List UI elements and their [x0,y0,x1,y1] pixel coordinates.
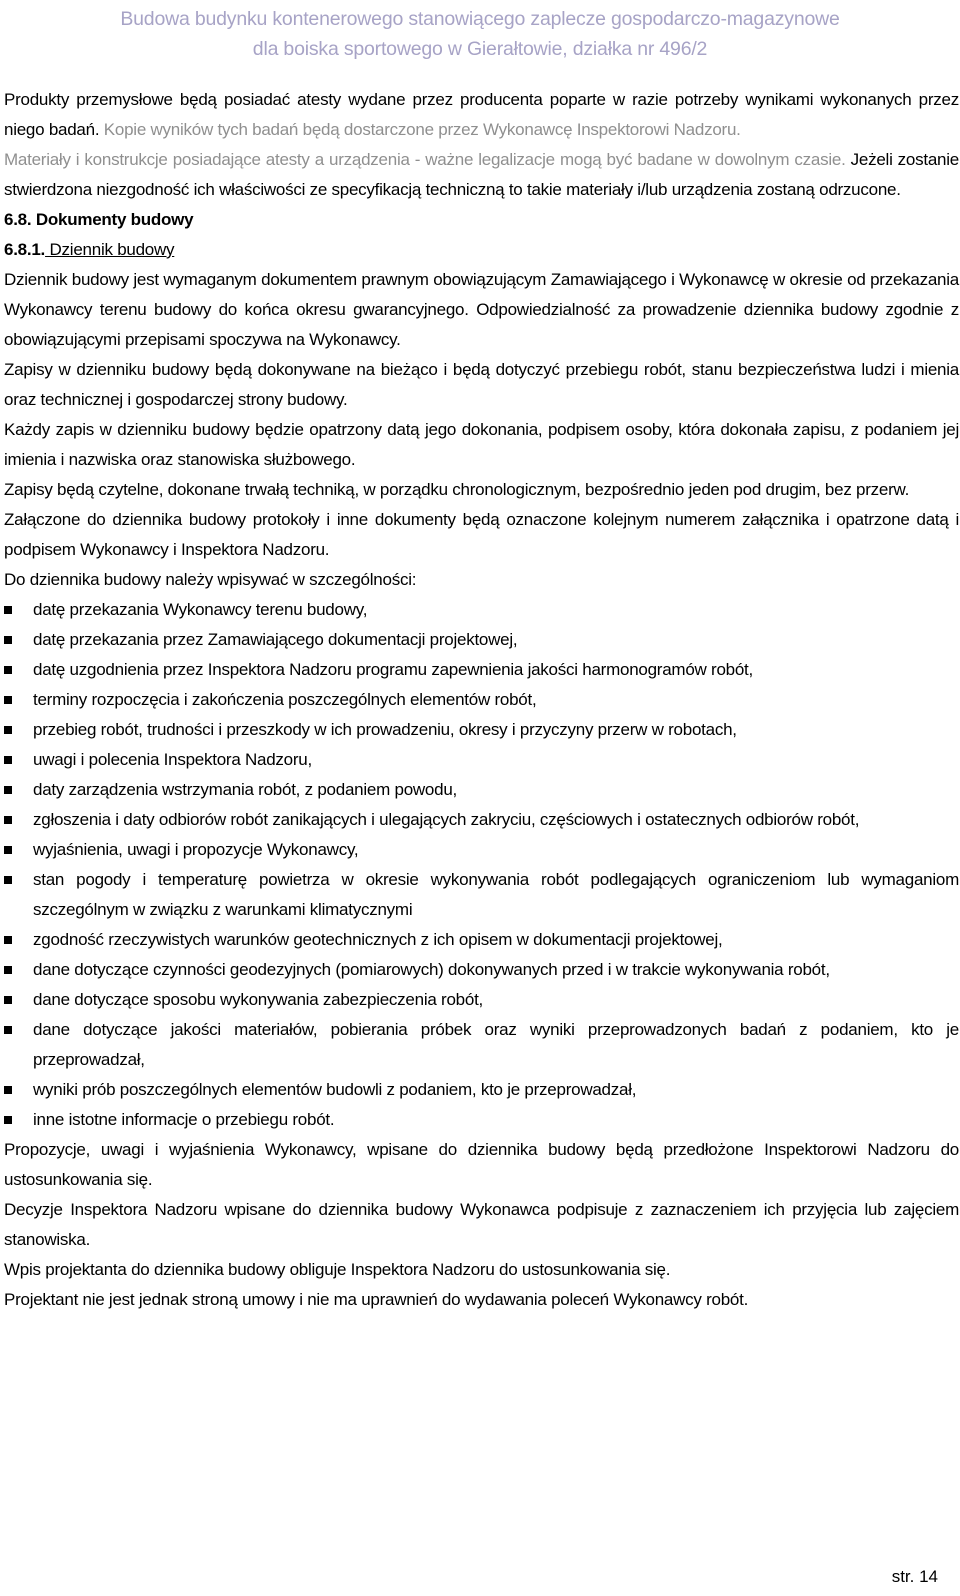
list-item-text: dane dotyczące jakości materiałów, pobierania próbek oraz wyniki przeprowadzonych badań z podaniem, kto je przeprowadzał, [33,1020,959,1069]
square-bullet-icon [4,786,12,794]
list-intro: Do dziennika budowy należy wpisywać w szczególności: [4,570,417,589]
list-item-text: inne istotne informacje o przebiegu robót. [33,1110,335,1129]
page-number: str. 14 [891,1567,938,1586]
square-bullet-icon [4,1116,12,1124]
paragraph: Propozycje, uwagi i wyjaśnienia Wykonawcy, wpisane do dziennika budowy będą przedłożone Inspektorowi Nadzoru do ustosunkowania się. [4,1140,959,1189]
paragraph: Załączone do dziennika budowy protokoły i inne dokumenty będą oznaczone kolejnym numerem załącznika i opatrzone datą i podpisem Wykonawcy i Inspektora Nadzoru. [4,510,959,559]
intro-gray-text: Kopie wyników tych badań będą dostarczone przez Wykonawcę Inspektorowi Nadzoru. [99,120,741,139]
intro-gray-text: Materiały i konstrukcje posiadające atesty a urządzenia - ważne legalizacje mogą być badane w dowolnym czasie. [4,150,846,169]
intro-paragraph-1 [4,85,959,145]
list-item-text: datę uzgodnienia przez Inspektora Nadzoru programu zapewnienia jakości harmonogramów robót, [33,660,754,679]
list-item [4,1015,959,1075]
list-item-text: terminy rozpoczęcia i zakończenia poszczególnych elementów robót, [33,690,537,709]
square-bullet-icon [4,606,12,614]
intro-text: Produkty przemysłowe będą posiadać atesty wydane przez producenta poparte w razie potrzeby wynikami wykonanych przez niego badań. [4,90,959,139]
list-item-text: dane dotyczące sposobu wykonywania zabezpieczenia robót, [33,990,484,1009]
list-item [4,715,959,745]
list-item-text: zgodność rzeczywistych warunków geotechnicznych z ich opisem w dokumentacji projektowej, [33,930,723,949]
list-item [4,1105,959,1135]
list-item [4,625,959,655]
list-item [4,595,959,625]
header-line-2: dla boiska sportowego w Gierałtowie, działka nr 496/2 [252,38,708,60]
list-item-text: dane dotyczące czynności geodezyjnych (pomiarowych) dokonywanych przed i w trakcie wykonywania robót, [33,960,830,979]
list-item [4,835,959,865]
list-item-text: stan pogody i temperaturę powietrza w okresie wykonywania robót podlegających ograniczeniom lub wymaganiom szczególnym w związku z warunkami klimatycznymi [33,870,959,919]
list-item [4,865,959,925]
list-item [4,925,959,955]
paragraph: Wpis projektanta do dziennika budowy obliguje Inspektora Nadzoru do ustosunkowania się. [4,1260,671,1279]
square-bullet-icon [4,726,12,734]
paragraph: Dziennik budowy jest wymaganym dokumentem prawnym obowiązującym Zamawiającego i Wykonawcę w okresie od przekazania Wykonawcy terenu budowy do końca okresu gwarancyjnego. Odpowiedzialność za prowadzenie dziennika budowy zgodnie z obowiązującymi przepisami spoczywa na Wykonawcy. [4,270,959,349]
subsection-title: Dziennik budowy [45,240,175,259]
list-item [4,745,959,775]
square-bullet-icon [4,846,12,854]
list-item-text: daty zarządzenia wstrzymania robót, z podaniem powodu, [33,780,458,799]
square-bullet-icon [4,816,12,824]
square-bullet-icon [4,1086,12,1094]
square-bullet-icon [4,966,12,974]
square-bullet-icon [4,876,12,884]
square-bullet-icon [4,996,12,1004]
paragraph: Decyzje Inspektora Nadzoru wpisane do dziennika budowy Wykonawca podpisuje z zaznaczeniem ich przyjęcia lub zajęciem stanowiska. [4,1200,959,1249]
square-bullet-icon [4,756,12,764]
list-item-text: uwagi i polecenia Inspektora Nadzoru, [33,750,312,769]
list-item-text: przebieg robót, trudności i przeszkody w ich prowadzeniu, okresy i przyczyny przerw w robotach, [33,720,737,739]
list-item-text: wyniki prób poszczególnych elementów budowli z podaniem, kto je przeprowadzał, [33,1080,637,1099]
square-bullet-icon [4,1026,12,1034]
list-item-text: zgłoszenia i daty odbiorów robót zanikających i ulegających zakryciu, częściowych i ostatecznych odbiorów robót, [33,810,860,829]
list-item [4,685,959,715]
list-item-text: datę przekazania Wykonawcy terenu budowy, [33,600,368,619]
list-item-text: wyjaśnienia, uwagi i propozycje Wykonawcy, [33,840,359,859]
subsection-heading [4,235,959,265]
list-item-text: datę przekazania przez Zamawiającego dokumentacji projektowej, [33,630,518,649]
journal-entries-list [4,595,959,1135]
list-item [4,1075,959,1105]
paragraph: Zapisy w dzienniku budowy będą dokonywane na bieżąco i będą dotyczyć przebiegu robót, stanu bezpieczeństwa ludzi i mienia oraz technicznej i gospodarczej strony budowy. [4,360,959,409]
header-line-1: Budowa budynku kontenerowego stanowiącego zaplecze gospodarczo-magazynowe [120,8,840,30]
paragraph: Projektant nie jest jednak stroną umowy i nie ma uprawnień do wydawania poleceń Wykonawcy robót. [4,1290,749,1309]
intro-paragraph-2 [4,145,959,205]
list-item [4,985,959,1015]
intro-text: Jeżeli zostanie stwierdzona niezgodność ich właściwości ze specyfikacją techniczną to takie materiały i/lub urządzenia zostaną odrzucone. [4,150,959,199]
page-header [0,4,960,64]
list-item [4,655,959,685]
document-body [4,85,959,1315]
square-bullet-icon [4,936,12,944]
list-item [4,955,959,985]
subsection-number: 6.8.1. [4,240,46,259]
paragraph: Zapisy będą czytelne, dokonane trwałą techniką, w porządku chronologicznym, bezpośrednio jeden pod drugim, bez przerw. [4,480,910,499]
square-bullet-icon [4,696,12,704]
square-bullet-icon [4,666,12,674]
list-item [4,775,959,805]
paragraph: Każdy zapis w dzienniku budowy będzie opatrzony datą jego dokonania, podpisem osoby, która dokonała zapisu, z podaniem jej imienia i nazwiska oraz stanowiska służbowego. [4,420,959,469]
section-heading: 6.8. Dokumenty budowy [4,210,194,229]
square-bullet-icon [4,636,12,644]
list-item [4,805,959,835]
